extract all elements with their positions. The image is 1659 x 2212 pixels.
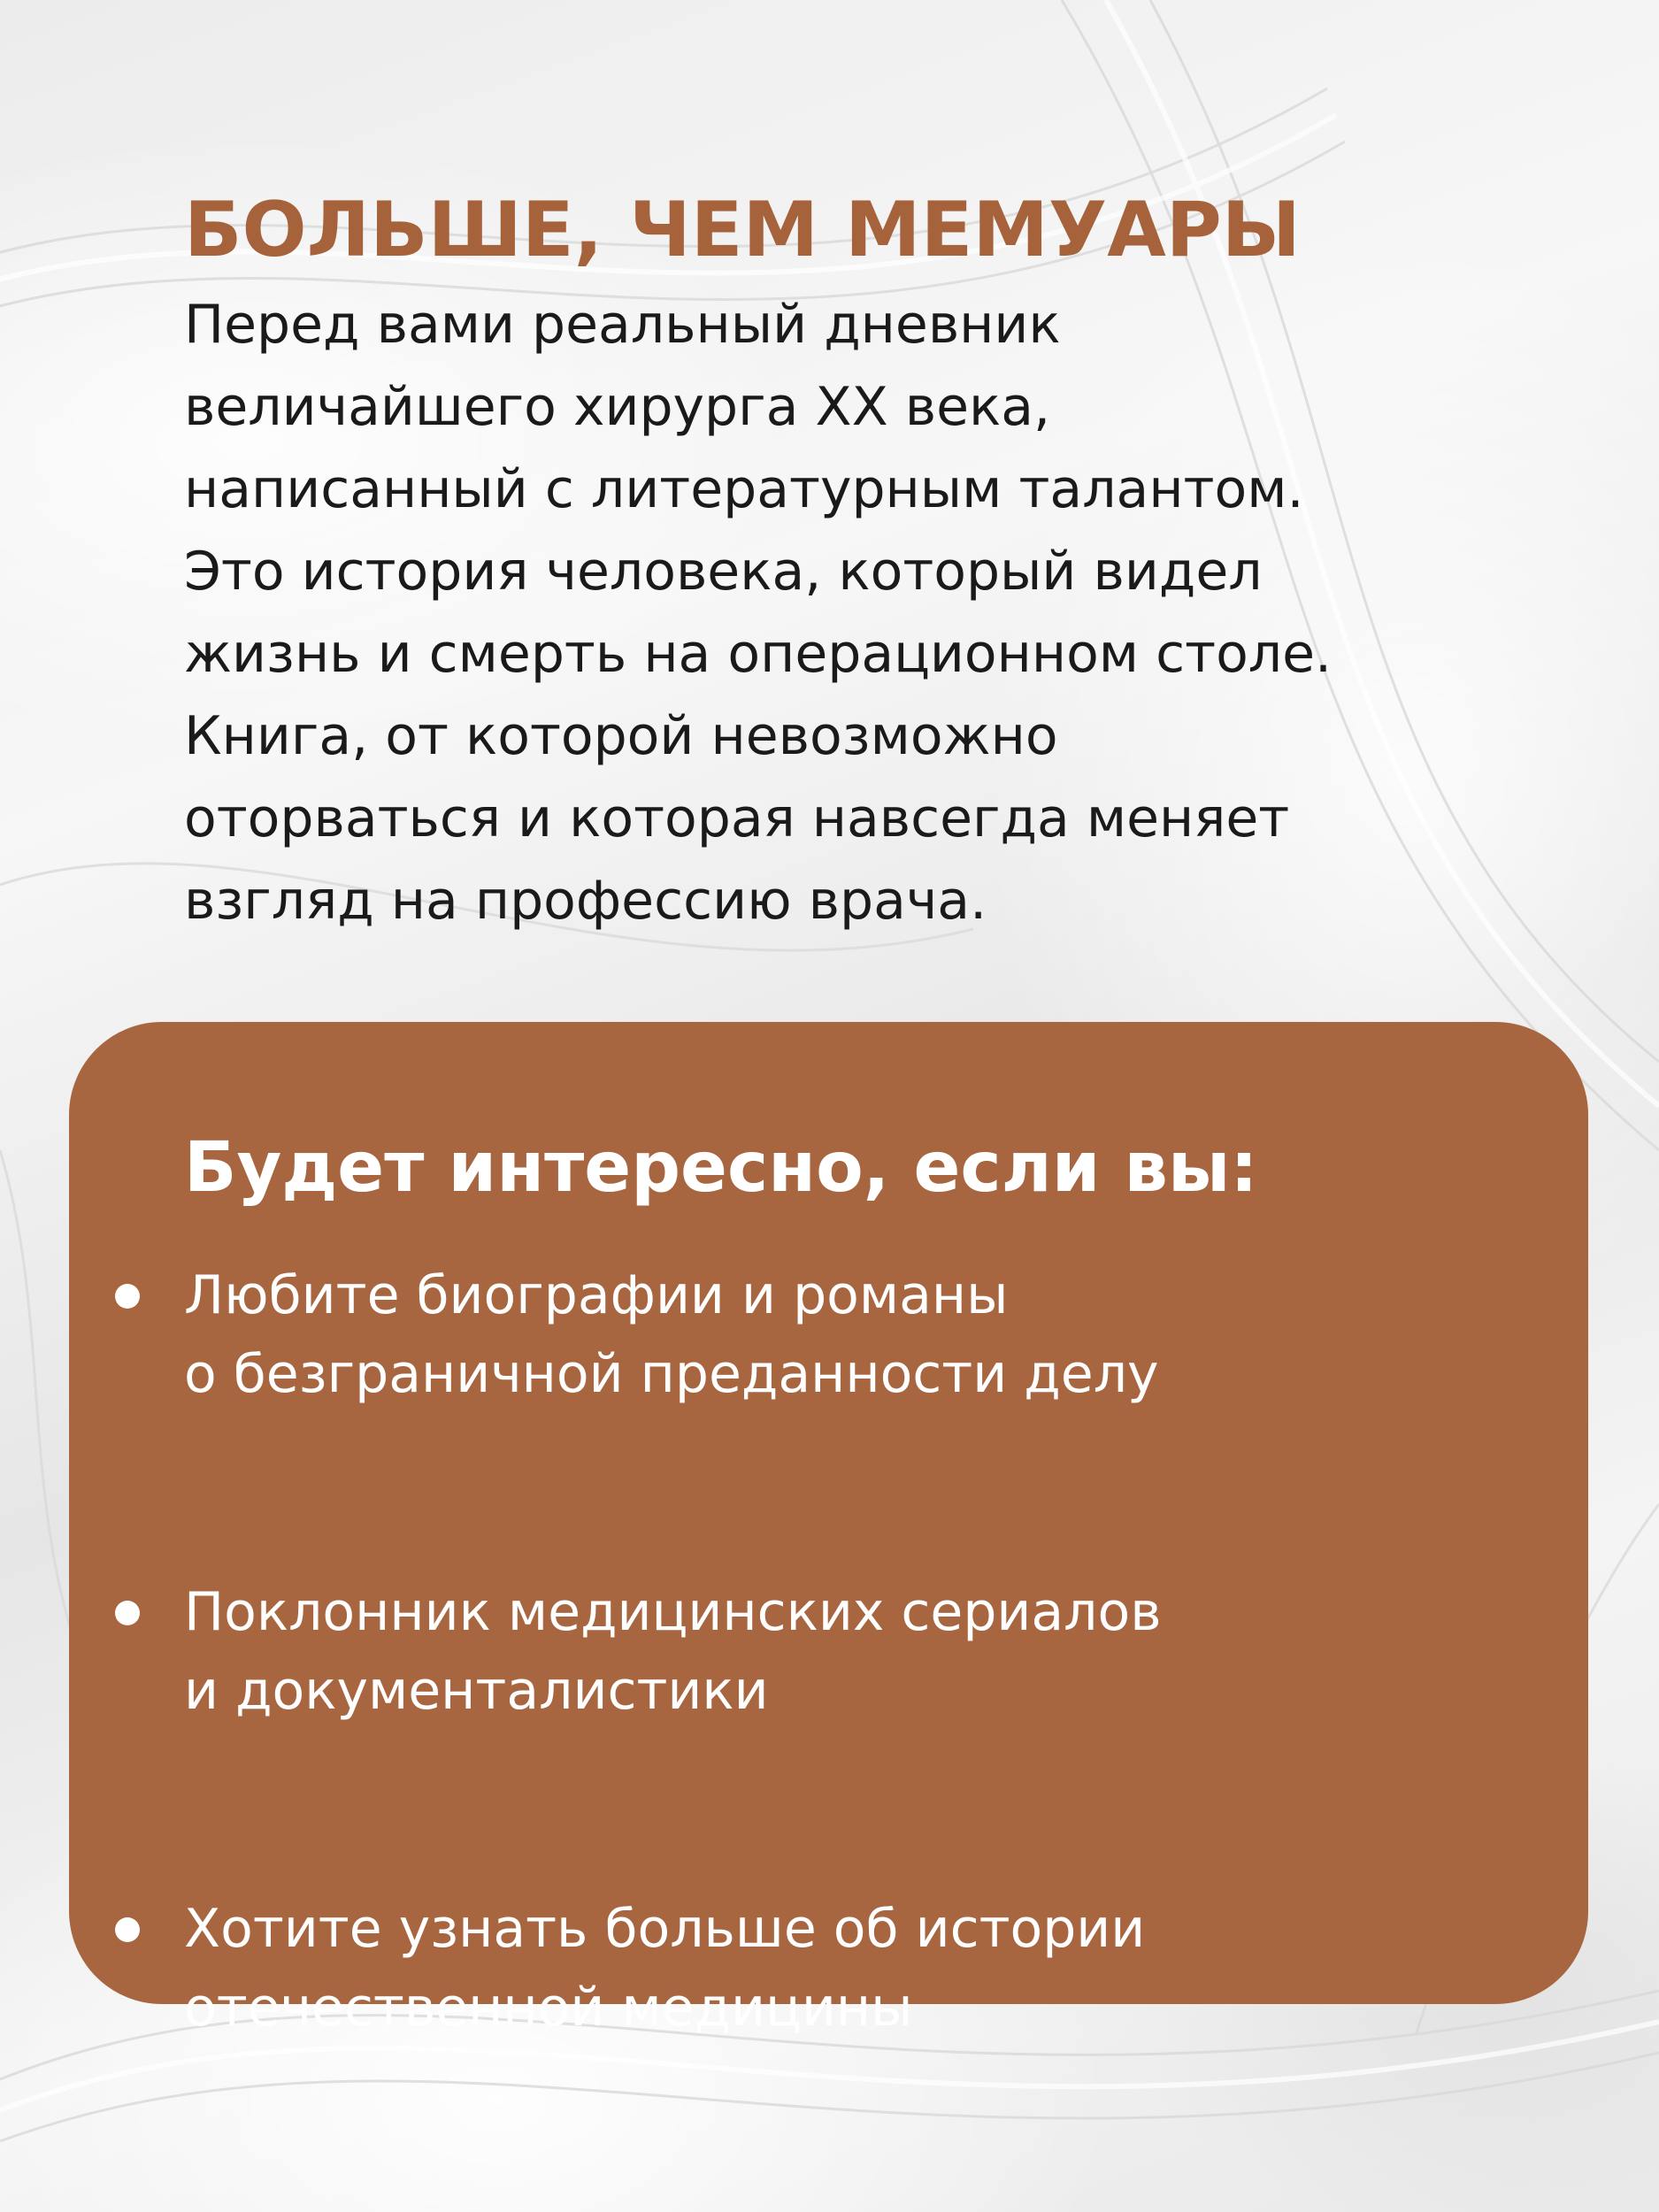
paragraph-line: оторваться и которая навсегда меняет bbox=[184, 787, 1290, 849]
list-item bbox=[69, 1256, 1511, 1414]
intro-paragraph bbox=[184, 284, 1547, 942]
paragraph-line: Это история человека, который видел bbox=[184, 541, 1263, 603]
bullet-icon bbox=[115, 1601, 140, 1625]
list-item-line: Любите биографии и романы bbox=[184, 1264, 1009, 1326]
bullet-icon bbox=[115, 1917, 140, 1942]
list-item-line: Поклонник медицинских сериалов bbox=[184, 1581, 1162, 1643]
intro-section bbox=[184, 181, 1564, 942]
list-item bbox=[69, 1890, 1511, 2047]
bullet-icon bbox=[115, 1284, 140, 1309]
list-item-line: и документалистики bbox=[184, 1660, 769, 1722]
list-item bbox=[69, 1573, 1511, 1731]
list-item-line: о безграничной преданности делу bbox=[184, 1343, 1159, 1405]
audience-list bbox=[69, 1256, 1588, 2047]
paragraph-line: взгляд на профессию врача. bbox=[184, 870, 987, 932]
list-item-line: Хотите узнать больше об истории bbox=[184, 1898, 1146, 1960]
card-heading: Будет интересно, если вы: bbox=[184, 1128, 1258, 1208]
section-heading: БОЛЬШЕ, ЧЕМ МЕМУАРЫ bbox=[184, 186, 1301, 274]
paragraph-line: написанный с литературным талантом. bbox=[184, 458, 1304, 520]
paragraph-line: величайшего хирурга XX века, bbox=[184, 376, 1051, 438]
list-item-line: отечественной медицины bbox=[184, 1977, 913, 2039]
paragraph-line: Книга, от которой невозможно bbox=[184, 705, 1058, 767]
audience-card bbox=[69, 1022, 1588, 2039]
paragraph-line: Перед вами реальный дневник bbox=[184, 294, 1061, 356]
paragraph-line: жизнь и смерть на операционном столе. bbox=[184, 623, 1333, 685]
